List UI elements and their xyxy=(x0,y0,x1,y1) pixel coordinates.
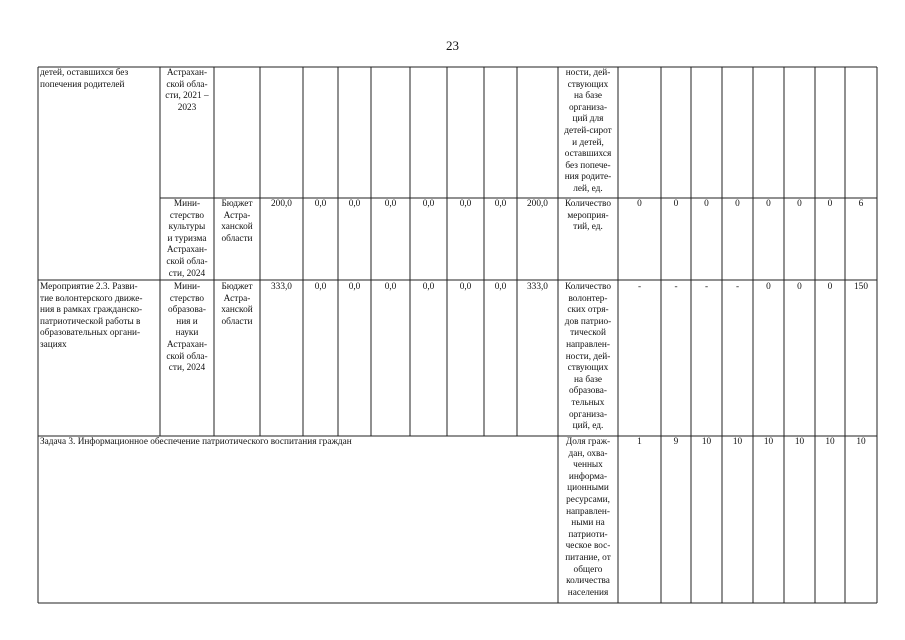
task-heading: Задача 3. Информационное обеспечение патриотического воспитания граждан xyxy=(40,437,352,447)
value-cell: - xyxy=(674,282,678,292)
indicator-cell: Количество мероприя- тий, ед. xyxy=(564,199,612,233)
amount-cell: 0,0 xyxy=(422,199,435,209)
value-cell: 9 xyxy=(673,437,679,447)
value-cell: 0 xyxy=(704,199,709,209)
value-cell: 1 xyxy=(637,437,642,447)
amount-cell: 0,0 xyxy=(422,282,435,292)
value-cell: 0 xyxy=(827,199,833,209)
amount-cell: 0,0 xyxy=(314,282,327,292)
value-cell: 10 xyxy=(763,437,774,447)
value-cell: 150 xyxy=(854,282,868,292)
amount-cell: 200,0 xyxy=(271,199,292,209)
amount-cell: 0,0 xyxy=(384,199,397,209)
value-cell: 10 xyxy=(794,437,805,447)
amount-cell: 0,0 xyxy=(459,199,472,209)
amount-cell: 0,0 xyxy=(384,282,397,292)
activity-cell: детей, оставшихся без попечения родителей xyxy=(40,68,129,90)
amount-cell: 0,0 xyxy=(494,199,507,209)
source-cell: Бюджет Астра- ханской области xyxy=(221,199,253,244)
indicator-cell: Доля граж- дан, охва- ченных информа- ционными ресурсами, направлен- ными на патриоти- ческое вос- питание, от общего количества населения xyxy=(565,437,611,598)
value-cell: 0 xyxy=(766,199,771,209)
value-cell: 0 xyxy=(735,199,740,209)
amount-cell: 0,0 xyxy=(348,199,361,209)
indicator-cell: ности, дей- ствующих на базе организа- ций для детей-сирот и детей, оставшихся без попече- ния родите- лей, ед. xyxy=(564,68,612,194)
executor-cell: Мини- стерство культуры и туризма Астрахан- ской обла- сти, 2024 xyxy=(166,199,208,279)
value-cell: - xyxy=(637,282,642,292)
indicator-cell: Количество волонтер- ских отря- дов патрио- тической направлен- ности, дей- ствующих на базе образова- тельных организа- ций, ед. xyxy=(564,282,612,432)
amount-cell: 333,0 xyxy=(527,282,548,292)
value-cell: 6 xyxy=(858,199,864,209)
executor-cell: Астрахан- ской обла- сти, 2021 – 2023 xyxy=(165,68,209,113)
value-cell: 10 xyxy=(825,437,835,447)
value-cell: 0 xyxy=(637,199,642,209)
amount-cell: 0,0 xyxy=(348,282,361,292)
value-cell: - xyxy=(735,282,740,292)
value-cell: 0 xyxy=(766,282,771,292)
value-cell: 10 xyxy=(701,437,712,447)
value-cell: 0 xyxy=(673,199,679,209)
activity-cell: Мероприятие 2.3. Разви- тие волонтерского движе- ния в рамках гражданско- патриотической работы в образовательных органи- зациях xyxy=(40,282,143,350)
value-cell: 10 xyxy=(856,437,866,447)
executor-cell: Мини- стерство образова- ния и науки Астрахан- ской обла- сти, 2024 xyxy=(166,282,208,374)
amount-cell: 0,0 xyxy=(494,282,507,292)
value-cell: 10 xyxy=(732,437,743,447)
value-cell: 0 xyxy=(827,282,833,292)
value-cell: - xyxy=(704,282,709,292)
page-number: 23 xyxy=(446,38,459,53)
amount-cell: 0,0 xyxy=(314,199,327,209)
source-cell: Бюджет Астра- ханской области xyxy=(221,282,253,327)
amount-cell: 333,0 xyxy=(271,282,292,292)
value-cell: 0 xyxy=(797,199,802,209)
value-cell: 0 xyxy=(797,282,802,292)
amount-cell: 200,0 xyxy=(527,199,548,209)
amount-cell: 0,0 xyxy=(459,282,472,292)
